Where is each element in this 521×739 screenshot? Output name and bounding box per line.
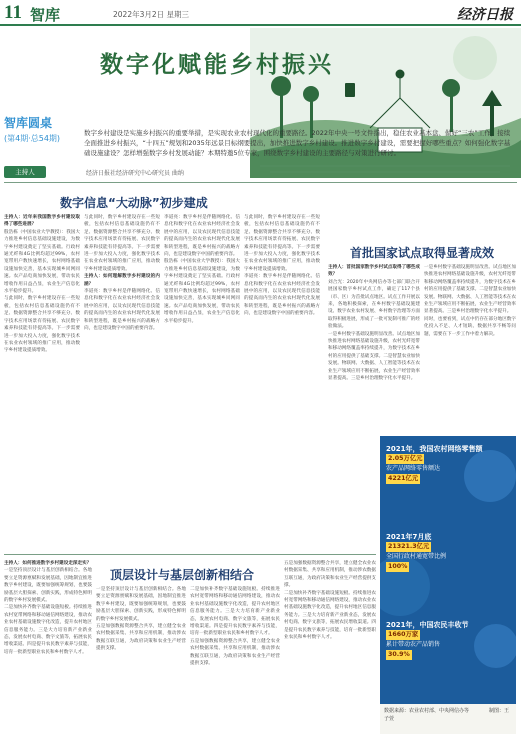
page-number: 11 xyxy=(4,2,22,23)
section-1-para: 殷浩栋（中国农业大学教授）：我国大力推进乡村信息基础设施建设，为数字乡村建设奠定了坚实基础。行政村通光纤和4G比例均超过99%，农村宽带用户数快速增长，农村网络基础设施加快完善，基本实现城乡同网同速。农产品电商加快发展，带动农民增收作用日益凸显，农业生产信息化水平稳步提升。 xyxy=(164,259,240,324)
section-1-para: 李道亮：数字乡村是伴随网络化、信息化和数字化在农业农村经济社会发展中的应用，以及农民现代信息技能的提高而内生的农业农村现代化发展和转型进程，既是乡村振兴的战略方向，也是建设数字中国的重要内容。 xyxy=(164,215,240,258)
section-3-question: 主持人：如何推进数字乡村建设走深走实？ xyxy=(4,561,92,566)
stat-1-value-2: 4221亿元 xyxy=(388,475,419,482)
section-1-column-4 xyxy=(244,214,320,550)
column-issue: (第4期·总54期) xyxy=(4,134,61,143)
section-2-column-2 xyxy=(424,264,516,432)
divider xyxy=(4,182,517,183)
stat-3-note: 累计带动农产品销售 xyxy=(386,641,441,648)
section-2-para: 刘合光：2020年中央网信办等七部门联合开展国家数字乡村试点工作，确定了117个县（市、区）为首批试点地区。试点工作开展以来，各地积极探索，在乡村数字基础设施建设、数字农业农村发展、乡村数字治理等方面取得积极进展，形成了一批可复制可推广的经验做法。 xyxy=(328,279,420,330)
masthead xyxy=(0,0,521,26)
stat-1-note: 农产品网络零售额达 xyxy=(386,465,441,472)
section-3-para: 五是加强数据资源整合共享，建立健全农业农村数据采集、共享和应用机制，推动涉农数据互联互通，为政府决策和农业生产经营提供支撑。 xyxy=(96,624,186,652)
section-2-para: 一是乡村数字基础设施明显改善。试点地区加快推进农村网络基础设施升级，农村光纤宽带和移动网络覆盖率持续提升，为数字技术在乡村的应用提供了基础支撑。二是智慧农业加快发展。物联网、大数据、人工智能等技术在农业生产领域应用不断拓展，农业生产经营效率显著提高。三是乡村治理数字化水平提升。 xyxy=(328,331,420,382)
section-1-question: 主持人：如何理解数字乡村建设的内涵？ xyxy=(84,274,160,287)
section-1-para: 与此同时，数字乡村建设存在一些短板，包括农村信息基础设施仍有不足、数据资源整合共享不够充分、数字技术应用场景有待拓展、农民数字素养和技能有待提高等。下一步需要进一步加大投入力度，强化数字技术在农业农村领域的推广应用，推动数字乡村建设提质增效。 xyxy=(84,215,160,272)
section-1-question: 主持人：近年来我国数字乡村建设取得了哪些进展？ xyxy=(4,215,80,228)
section-1-para: 与此同时，数字乡村建设存在一些短板，包括农村信息基础设施仍有不足、数据资源整合共享不够充分、数字技术应用场景有待拓展、农民数字素养和技能有待提高等。下一步需要进一步加大投入力度，强化数字技术在农业农村领域的推广应用，推动数字乡村建设提质增效。 xyxy=(244,215,320,272)
section-3-para: 一是坚持顶层设计与基层创新相结合。各地要立足资源禀赋和发展基础，因地制宜推进数字乡村建设，既要加强统筹规划，也要鼓励基层大胆探索、创新实践，形成特色鲜明的数字乡村发展模式。 xyxy=(96,587,186,622)
stat-3-value-2: 30.9% xyxy=(388,651,410,658)
section-3-column-4 xyxy=(284,560,376,735)
section-3-column-1 xyxy=(4,560,92,735)
section-1-column-3 xyxy=(164,214,240,550)
section-3-para: 一是坚持顶层设计与基层创新相结合。各地要立足资源禀赋和发展基础，因地制宜推进数字乡村建设，既要加强统筹规划，也要鼓励基层大胆探索、创新实践，形成特色鲜明的数字乡村发展模式。 xyxy=(4,568,92,604)
hero-banner xyxy=(0,28,521,180)
host-names: 经济日报社经济研究中心研究员 曲纳 xyxy=(86,170,184,177)
column-name: 智库圆桌 xyxy=(4,116,53,130)
section-1-answer: 殷浩栋（中国农业大学教授）：我国大力推进乡村信息基础设施建设，为数字乡村建设奠定了坚实基础。行政村通光纤和4G比例均超过99%，农村宽带用户数快速增长，农村网络基础设施加快完善，基本实现城乡同网同速。农产品电商加快发展，带动农民增收作用日益凸显，农业生产信息化水平稳步提升。 xyxy=(4,229,80,295)
section-3-para: 二是加快补齐数字基础设施短板。持续推进农村宽带网络和移动通信网络建设，推动农业农村基础设施数字化改造，提升农村地区信息服务能力。三是大力培育新产业新业态，发展农村电商、数字文旅等，拓展农民增收渠道。四是提升农民数字素养与技能，培育一批新型职业农民和乡村数字人才。 xyxy=(190,587,280,637)
section-2-column-1 xyxy=(328,264,420,432)
stat-2-note: 全国行政村通宽带比例 xyxy=(386,553,447,560)
stat-2-value: 21321.3亿元 xyxy=(388,543,430,550)
section-2-para: 同时，也要看到，试点中仍存在部分地区数字化投入不足、人才短缺、数据共享不畅等问题，需要在下一步工作中着力解决。 xyxy=(424,316,516,337)
host-label: 主持人 xyxy=(4,166,46,178)
stat-item-2 xyxy=(386,532,510,572)
section-3-column-2 xyxy=(96,586,186,735)
issue-date: 2022年3月2日 星期三 xyxy=(113,10,190,19)
intro-paragraph: 数字乡村建设是实施乡村振兴的重要举措，是实现农业农村现代化的重要路径。2022年中央一号文件指出，稳住农业基本盘、做好“三农”工作，接续全面推进乡村振兴，“十四五”规划和2035年远景目标纲要提出，加快推进数字乡村建设。推进数字乡村建设，需要把握好哪些重点？如何强化数字基础设施建设？怎样增强数字乡村发展动能？本期特邀5位专家，围绕数字乡村建设的主要路径与对策进行研讨。 xyxy=(84,129,511,157)
section-1-para: 李道亮：数字乡村是伴随网络化、信息化和数字化在农业农村经济社会发展中的应用，以及农民现代信息技能的提高而内生的农业农村现代化发展和转型进程，既是乡村振兴的战略方向，也是建设数字中国的重要内容。 xyxy=(244,274,320,317)
stat-1-label: 2021年，我国农村网络零售额 xyxy=(386,445,483,453)
section-2-para: 一是乡村数字基础设施明显改善。试点地区加快推进农村网络基础设施升级，农村光纤宽带和移动网络覆盖率持续提升，为数字技术在乡村的应用提供了基础支撑。二是智慧农业加快发展。物联网、大数据、人工智能等技术在农业生产领域应用不断拓展，农业生产经营效率显著提高。三是乡村治理数字化水平提升。 xyxy=(424,265,516,315)
infographic-source: 数据来源：农业农村部、中央网信办等 制图：王子萱 xyxy=(380,704,516,734)
section-3-para: 五是加强数据资源整合共享，建立健全农业农村数据采集、共享和应用机制，推动涉农数据互联互通，为政府决策和农业生产经营提供支撑。 xyxy=(284,561,376,589)
section-1-column-1 xyxy=(4,214,80,550)
section-3-para: 五是加强数据资源整合共享，建立健全农业农村数据采集、共享和应用机制，推动涉农数据互联互通，为政府决策和农业生产经营提供支撑。 xyxy=(190,638,280,667)
section-name: 智库 xyxy=(30,6,61,24)
stat-item-1 xyxy=(386,444,510,484)
section-1-title: 数字信息“大动脉”初步建成 xyxy=(60,196,208,210)
page-headline: 数字化赋能乡村振兴 xyxy=(100,52,334,78)
section-2-question: 主持人：首批国家数字乡村试点取得了哪些成效？ xyxy=(328,265,420,278)
stat-item-3 xyxy=(386,620,510,660)
newspaper-logo: 经济日报 xyxy=(457,7,513,23)
section-3-para: 二是加快补齐数字基础设施短板。持续推进农村宽带网络和移动通信网络建设，推动农业农村基础设施数字化改造，提升农村地区信息服务能力。三是大力培育新产业新业态，发展农村电商、数字文旅等，拓展农民增收渠道。四是提升农民数字素养与技能，培育一批新型职业农民和乡村数字人才。 xyxy=(4,605,92,655)
section-3-column-3 xyxy=(190,586,280,735)
stat-3-label: 2021年，中国农民丰收节 xyxy=(386,621,469,629)
stat-3-value: 1660万家 xyxy=(388,631,419,638)
section-1-para: 李道亮：数字乡村是伴随网络化、信息化和数字化在农业农村经济社会发展中的应用，以及农民现代信息技能的提高而内生的农业农村现代化发展和转型进程，既是乡村振兴的战略方向，也是建设数字中国的重要内容。 xyxy=(84,289,160,332)
infographic-panel xyxy=(380,436,516,734)
stat-2-label: 2021年7月底 xyxy=(386,533,432,541)
section-2-title: 首批国家试点取得显著成效 xyxy=(350,246,495,260)
divider xyxy=(4,554,376,555)
stat-1-value: 2.05万亿元 xyxy=(388,455,423,462)
stat-2-value-2: 100% xyxy=(388,563,408,570)
section-1-para: 与此同时，数字乡村建设存在一些短板，包括农村信息基础设施仍有不足、数据资源整合共享不够充分、数字技术应用场景有待拓展、农民数字素养和技能有待提高等。下一步需要进一步加大投入力度，强化数字技术在农业农村领域的推广应用，推动数字乡村建设提质增效。 xyxy=(4,296,80,354)
section-3-para: 二是加快补齐数字基础设施短板。持续推进农村宽带网络和移动通信网络建设，推动农业农村基础设施数字化改造，提升农村地区信息服务能力。三是大力培育新产业新业态，发展农村电商、数字文旅等，拓展农民增收渠道。四是提升农民数字素养与技能，培育一批新型职业农民和乡村数字人才。 xyxy=(284,590,376,641)
section-1-column-2 xyxy=(84,214,160,550)
column-tag xyxy=(4,114,76,162)
section-3-title: 顶层设计与基层创新相结合 xyxy=(110,568,255,582)
